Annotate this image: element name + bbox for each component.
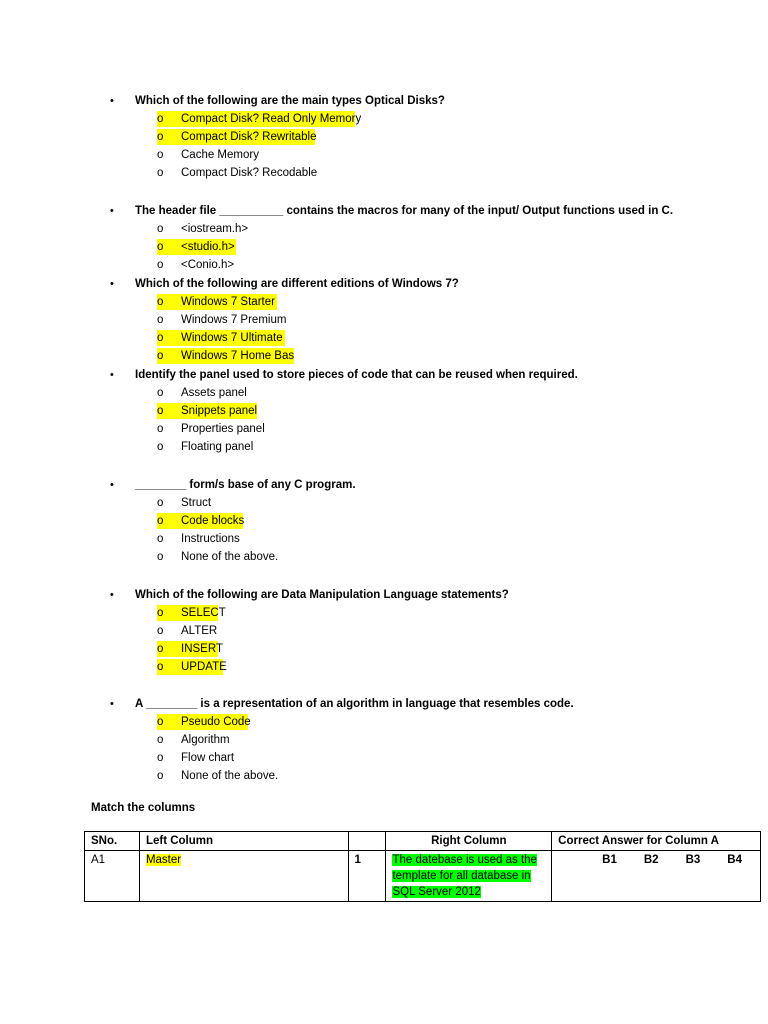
header-right-column: Right Column xyxy=(386,832,552,851)
cell-answers xyxy=(552,851,761,902)
option-text: None of the above. xyxy=(181,551,279,563)
question-text: ________ form/s base of any C program. xyxy=(135,479,356,491)
option-text: Windows 7 Premium xyxy=(181,314,287,326)
option-marker: o xyxy=(157,607,164,619)
match-table xyxy=(84,831,761,902)
option-text: Assets panel xyxy=(181,387,247,399)
option-marker: o xyxy=(157,515,164,527)
option-marker: o xyxy=(157,167,164,179)
right-value: The datebase is used as the template for all database in SQL Server 2012 xyxy=(392,854,537,898)
cell-num: 1 xyxy=(348,851,386,902)
option-marker: o xyxy=(157,332,164,344)
option-marker: o xyxy=(157,643,164,655)
option-marker: o xyxy=(157,423,164,435)
option-marker: o xyxy=(157,149,164,161)
answer-b4: B4 xyxy=(727,854,742,866)
section-title: Match the columns xyxy=(91,802,196,814)
cell-sno: A1 xyxy=(85,851,140,902)
option-marker: o xyxy=(157,387,164,399)
option-text: Cache Memory xyxy=(181,149,259,161)
option-text: Instructions xyxy=(181,533,240,545)
option-marker: o xyxy=(157,716,164,728)
option-marker: o xyxy=(157,441,164,453)
bullet: • xyxy=(110,205,114,217)
left-value: Master xyxy=(145,854,182,866)
option-text: <iostream.h> xyxy=(181,223,249,235)
answer-b2: B2 xyxy=(643,854,659,866)
option-text: Windows 7 Home Bas xyxy=(181,350,295,362)
option-text: ALTER xyxy=(181,625,218,637)
option-text: Algorithm xyxy=(181,734,230,746)
header-blank xyxy=(348,832,386,851)
option-marker: o xyxy=(157,551,164,563)
header-sno: SNo. xyxy=(85,832,140,851)
question-text: Which of the following are different editions of Windows 7? xyxy=(135,278,459,290)
question-text: Which of the following are the main types Optical Disks? xyxy=(135,95,445,107)
bullet: • xyxy=(110,479,114,491)
option-text: Pseudo Code xyxy=(181,716,251,728)
table-row xyxy=(85,851,761,902)
question-text: Identify the panel used to store pieces of code that can be reused when required. xyxy=(135,369,578,381)
question-text: A ________ is a representation of an algorithm in language that resembles code. xyxy=(135,698,574,710)
header-left-column: Left Column xyxy=(139,832,348,851)
option-marker: o xyxy=(157,661,164,673)
bullet: • xyxy=(110,589,114,601)
option-text: Code blocks xyxy=(181,515,245,527)
option-marker: o xyxy=(157,223,164,235)
option-marker: o xyxy=(157,314,164,326)
bullet: • xyxy=(110,698,114,710)
table-header-row xyxy=(85,832,761,851)
option-marker: o xyxy=(157,533,164,545)
option-marker: o xyxy=(157,259,164,271)
option-text: Snippets panel xyxy=(181,405,258,417)
option-marker: o xyxy=(157,625,164,637)
cell-left xyxy=(139,851,348,902)
option-text: Compact Disk? Recodable xyxy=(181,167,318,179)
answer-b1: B1 xyxy=(602,854,617,866)
option-text: Properties panel xyxy=(181,423,265,435)
question-text: The header file __________ contains the macros for many of the input/ Output functions used in C. xyxy=(135,205,674,217)
option-marker: o xyxy=(157,497,164,509)
option-marker: o xyxy=(157,296,164,308)
option-marker: o xyxy=(157,241,164,253)
option-text: INSERT xyxy=(181,643,223,655)
option-text: Compact Disk? Rewritable xyxy=(181,131,317,143)
bullet: • xyxy=(110,369,114,381)
option-marker: o xyxy=(157,770,164,782)
answer-options xyxy=(558,852,754,868)
bullet: • xyxy=(110,278,114,290)
option-text: Windows 7 Starter xyxy=(181,296,275,308)
option-text: <Conio.h> xyxy=(181,259,235,271)
option-text: Flow chart xyxy=(181,752,235,764)
option-text: None of the above. xyxy=(181,770,279,782)
header-correct-answer: Correct Answer for Column A xyxy=(552,832,761,851)
option-marker: o xyxy=(157,734,164,746)
option-text: Struct xyxy=(181,497,212,509)
option-marker: o xyxy=(157,350,164,362)
option-marker: o xyxy=(157,405,164,417)
option-marker: o xyxy=(157,113,164,125)
option-text: Compact Disk? Read Only Memory xyxy=(181,113,362,125)
option-text: Windows 7 Ultimate xyxy=(181,332,283,344)
option-marker: o xyxy=(157,131,164,143)
option-text: <studio.h> xyxy=(181,241,235,253)
bullet: • xyxy=(110,95,114,107)
option-text: UPDATE xyxy=(181,661,227,673)
question-text: Which of the following are Data Manipulation Language statements? xyxy=(135,589,509,601)
option-text: Floating panel xyxy=(181,441,254,453)
cell-right xyxy=(386,851,552,902)
answer-b3: B3 xyxy=(685,854,701,866)
option-marker: o xyxy=(157,752,164,764)
option-text: SELECT xyxy=(181,607,226,619)
